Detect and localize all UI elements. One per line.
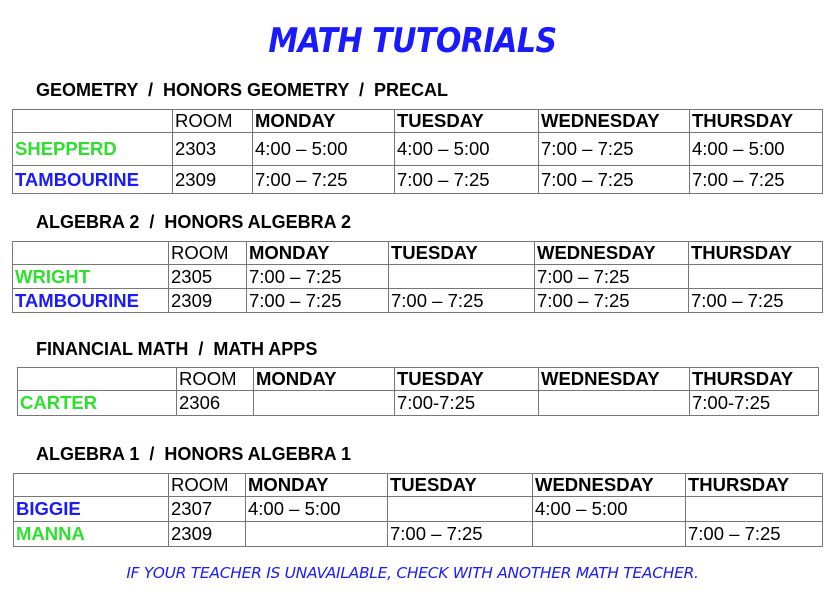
thursday-header: THURSDAY — [689, 242, 823, 265]
thursday-cell: 4:00 – 5:00 — [690, 133, 823, 166]
monday-cell — [254, 391, 395, 416]
table-row — [18, 391, 819, 416]
teacher-name: BIGGIE — [14, 497, 169, 522]
thursday-cell: 7:00 – 7:25 — [690, 166, 823, 194]
section-heading-geometry: GEOMETRY / HONORS GEOMETRY / PRECAL — [36, 80, 449, 100]
thursday-cell — [689, 265, 823, 289]
thursday-cell: 7:00-7:25 — [690, 391, 819, 416]
teacher-name: MANNA — [14, 522, 169, 547]
thursday-cell: 7:00 – 7:25 — [686, 522, 823, 547]
room-header: ROOM — [173, 110, 253, 133]
schedule-table-algebra-1 — [13, 473, 823, 547]
thursday-header: THURSDAY — [690, 368, 819, 391]
room-cell: 2307 — [169, 497, 246, 522]
section-heading-algebra-2: ALGEBRA 2 / HONORS ALGEBRA 2 — [36, 212, 352, 232]
teacher-name: SHEPPERD — [13, 133, 173, 166]
monday-header: MONDAY — [253, 110, 395, 133]
table-header-row — [18, 368, 819, 391]
monday-cell: 7:00 – 7:25 — [253, 166, 395, 194]
wednesday-header: WEDNESDAY — [535, 242, 689, 265]
thursday-cell — [686, 497, 823, 522]
table-header-row — [13, 110, 823, 133]
tuesday-header: TUESDAY — [388, 474, 533, 497]
tuesday-cell: 7:00 – 7:25 — [389, 289, 535, 313]
room-cell: 2303 — [173, 133, 253, 166]
table-row — [13, 166, 823, 194]
room-cell: 2306 — [177, 391, 254, 416]
table-row — [13, 289, 823, 313]
teacher-header-cell — [18, 368, 177, 391]
wednesday-cell — [539, 391, 690, 416]
tuesday-header: TUESDAY — [395, 368, 539, 391]
tuesday-cell: 7:00-7:25 — [395, 391, 539, 416]
teacher-header-cell — [14, 474, 169, 497]
thursday-cell: 7:00 – 7:25 — [689, 289, 823, 313]
tuesday-cell: 7:00 – 7:25 — [388, 522, 533, 547]
room-cell: 2305 — [169, 265, 247, 289]
wednesday-cell — [533, 522, 686, 547]
tuesday-cell — [389, 265, 535, 289]
tuesday-cell — [388, 497, 533, 522]
wednesday-cell: 7:00 – 7:25 — [539, 133, 690, 166]
tuesday-cell: 4:00 – 5:00 — [395, 133, 539, 166]
table-header-row — [14, 474, 823, 497]
wednesday-header: WEDNESDAY — [539, 110, 690, 133]
wednesday-cell: 4:00 – 5:00 — [533, 497, 686, 522]
table-row — [14, 522, 823, 547]
room-header: ROOM — [169, 242, 247, 265]
footer-note: IF YOUR TEACHER IS UNAVAILABLE, CHECK WITH ANOTHER MATH TEACHER. — [126, 564, 699, 582]
teacher-header-cell — [13, 110, 173, 133]
monday-header: MONDAY — [254, 368, 395, 391]
table-row — [14, 497, 823, 522]
room-header: ROOM — [169, 474, 246, 497]
table-row — [13, 133, 823, 166]
wednesday-header: WEDNESDAY — [533, 474, 686, 497]
monday-header: MONDAY — [246, 474, 388, 497]
page-title: MATH TUTORIALS — [268, 21, 557, 62]
monday-cell: 7:00 – 7:25 — [247, 265, 389, 289]
room-cell: 2309 — [173, 166, 253, 194]
section-heading-algebra-1: ALGEBRA 1 / HONORS ALGEBRA 1 — [36, 444, 352, 464]
room-cell: 2309 — [169, 522, 246, 547]
table-header-row — [13, 242, 823, 265]
tuesday-header: TUESDAY — [389, 242, 535, 265]
thursday-header: THURSDAY — [690, 110, 823, 133]
thursday-header: THURSDAY — [686, 474, 823, 497]
monday-cell: 4:00 – 5:00 — [246, 497, 388, 522]
monday-header: MONDAY — [247, 242, 389, 265]
teacher-name: CARTER — [18, 391, 177, 416]
schedule-table-algebra-2 — [12, 241, 823, 313]
tuesday-header: TUESDAY — [395, 110, 539, 133]
wednesday-cell: 7:00 – 7:25 — [539, 166, 690, 194]
table-row — [13, 265, 823, 289]
tuesday-cell: 7:00 – 7:25 — [395, 166, 539, 194]
wednesday-cell: 7:00 – 7:25 — [535, 289, 689, 313]
wednesday-header: WEDNESDAY — [539, 368, 690, 391]
wednesday-cell: 7:00 – 7:25 — [535, 265, 689, 289]
teacher-name: TAMBOURINE — [13, 289, 169, 313]
room-cell: 2309 — [169, 289, 247, 313]
teacher-header-cell — [13, 242, 169, 265]
schedule-table-financial-math — [17, 367, 819, 416]
room-header: ROOM — [177, 368, 254, 391]
teacher-name: TAMBOURINE — [13, 166, 173, 194]
monday-cell: 7:00 – 7:25 — [247, 289, 389, 313]
section-heading-financial-math: FINANCIAL MATH / MATH APPS — [36, 339, 318, 359]
monday-cell — [246, 522, 388, 547]
schedule-table-geometry — [12, 109, 823, 194]
monday-cell: 4:00 – 5:00 — [253, 133, 395, 166]
teacher-name: WRIGHT — [13, 265, 169, 289]
